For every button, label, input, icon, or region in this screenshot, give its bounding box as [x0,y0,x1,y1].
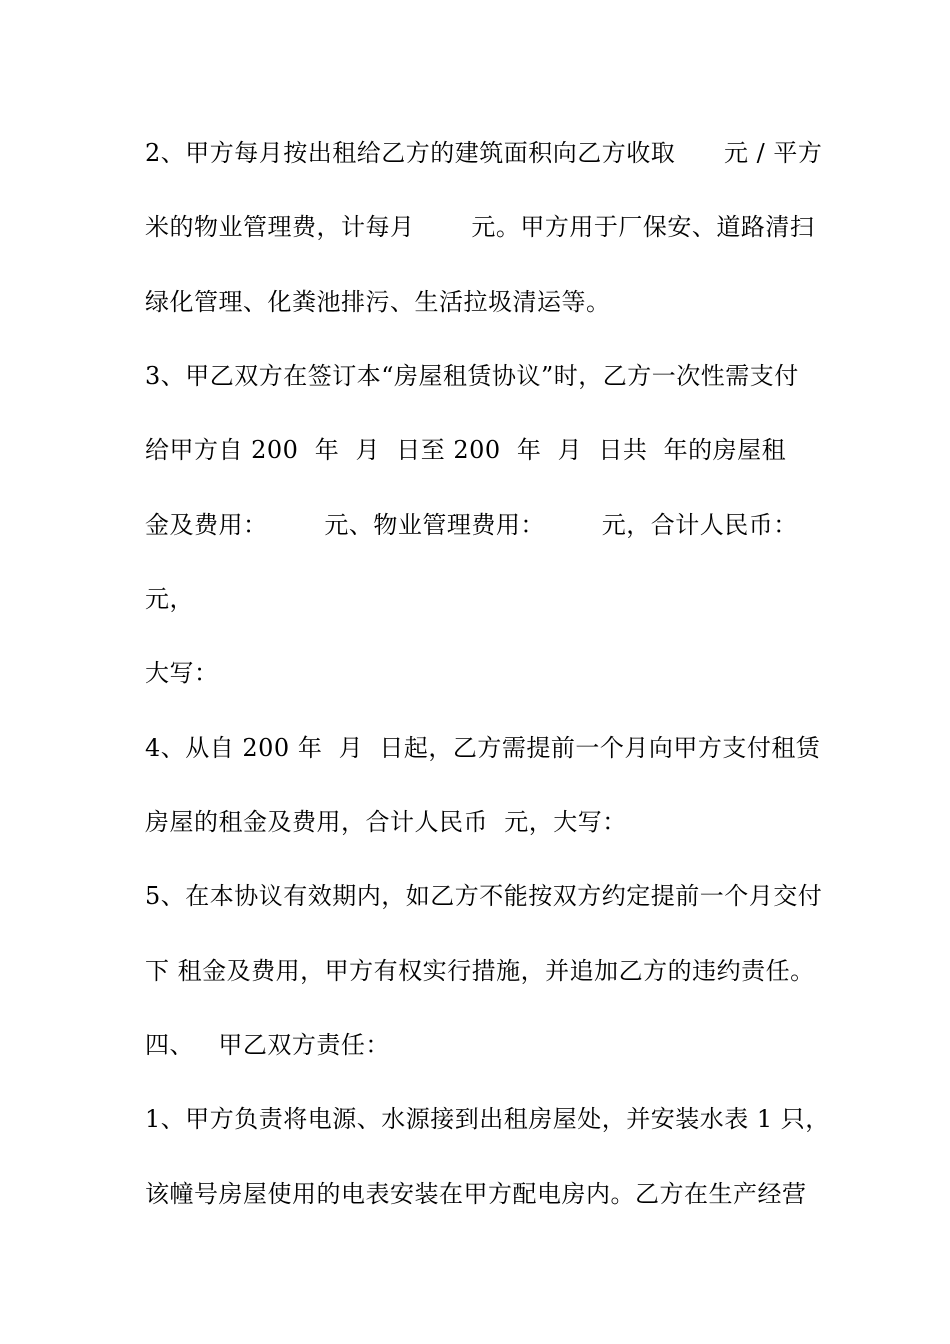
text-line: 下 租金及费用，甲方有权实行措施，并追加乙方的违约责任。 [145,957,815,985]
text-line: 2、甲方每月按出租给乙方的建筑面积向乙方收取 元 / 平方 [145,139,823,167]
text-line: 5、在本协议有效期内，如乙方不能按双方约定提前一个月交付 [145,882,823,910]
text-line: 大写： [145,659,219,687]
text-line: 金及费用： 元、物业管理费用： 元，合计人民币： [145,511,798,539]
text-line: 房屋的租金及费用，合计人民币 元，大写： [145,808,627,836]
text-line: 绿化管理、化粪池排污、生活拉圾清运等。 [145,288,611,316]
section-heading: 四、 甲乙双方责任： [145,1031,390,1059]
text-line: 元， [145,585,194,613]
text-line: 给甲方自 200 年 月 日至 200 年 月 日共 年的房屋租 [145,436,787,464]
text-line: 米的物业管理费，计每月 元。甲方用于厂保安、道路清扫 [145,213,815,241]
text-line: 该幢号房屋使用的电表安装在甲方配电房内。乙方在生产经营 [145,1180,807,1208]
text-line: 3、甲乙双方在签订本“房屋租赁协议”时，乙方一次性需支付 [145,362,799,390]
text-line: 1、甲方负责将电源、水源接到出租房屋处，并安装水表 1 只， [145,1105,830,1133]
text-line: 4、从自 200 年 月 日起，乙方需提前一个月向甲方支付租赁 [145,734,821,762]
